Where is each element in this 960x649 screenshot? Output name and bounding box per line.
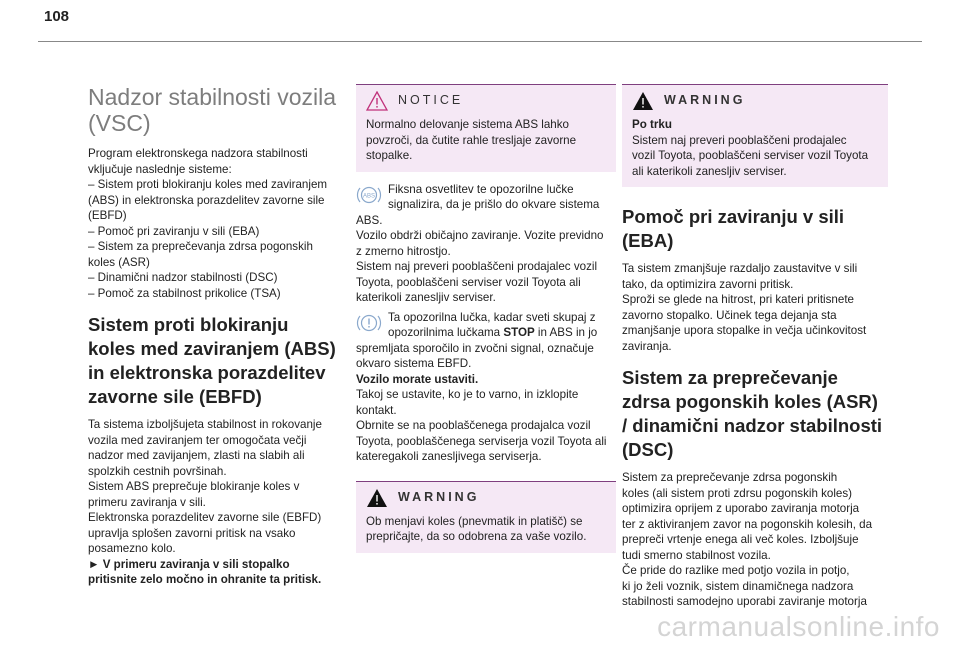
- brake-warning-paragraph: [356, 310, 616, 465]
- notice-box: [356, 84, 616, 172]
- section-title-vsc: Nadzor stabilnosti vozila (VSC): [88, 84, 337, 136]
- wheel-warning-body: Ob menjavi koles (pnevmatik in platišč) se prepričajte, da so odobrena za vaše vozilo.: [366, 514, 587, 543]
- collision-warning-box: [622, 84, 888, 187]
- collision-warning-strong: Po trku: [632, 118, 672, 131]
- notice-header: [356, 85, 616, 117]
- column-left: [88, 80, 340, 588]
- column-middle: [356, 84, 616, 563]
- abs-warning-text: Fiksna osvetlitev te opozorilne lučke signalizira, da je prišlo do okvare sistema ABS. Vozilo obdrži običajno zaviranje. Vozite previdno z zmerno hitrostjo. Sistem naj preveri pooblaščeni prodajalec vozil Toyota, pooblaščeni serviser vozil Toyota ali katerikoli zanesljiv serviser.: [356, 182, 604, 304]
- notice-title: NOTICE: [398, 93, 464, 108]
- abs-icon-label: ABS: [362, 193, 376, 199]
- warning-triangle-icon: [632, 91, 654, 111]
- collision-warning-header: [622, 85, 888, 117]
- brake-warning-tail: Takoj se ustavite, ko je to varno, in izklopite kontakt. Obrnite se na pooblaščenega prodajalca vozil Toyota, pooblaščenega serviserja vozil Toyota ali kateregakoli zanesljivega serviserja.: [356, 388, 607, 463]
- emergency-braking-instruction: ► V primeru zaviranja v sili stopalko pritisnite zelo močno in ohranite ta pritisk.: [88, 557, 322, 586]
- eba-body: Ta sistem zmanjšuje razdaljo zaustavitve v sili tako, da optimizira zavorni pritisk. Sproži se glede na hitrost, pri kateri pritisnete zavorno stopalko. Učinek tega dejanja sta zmanjšanje upora stopalke in večja učinkovitost zaviranja.: [622, 262, 867, 353]
- top-divider: [38, 41, 922, 42]
- brake-warning-light-icon: [356, 310, 382, 336]
- heading-abs-ebfd: Sistem proti blokiranju koles med zaviranjem (ABS) in elektronska porazdelitev zavorne sile (EBFD): [88, 314, 336, 407]
- abs-ebfd-body: Ta sistema izboljšujeta stabilnost in rokovanje vozila med zaviranjem ter omogočata večji nadzor med zavijanjem, zlasti na slabih ali spolzkih cestnih površinah. Sistem ABS preprečuje blokiranje koles v primeru zaviranja v sili. Elektronska porazdelitev zavorne sile (EBFD) upravlja splošen zavorni pritisk na vsako posamezno kolo.: [88, 418, 322, 555]
- collision-warning-title: WARNING: [664, 93, 746, 108]
- watermark-text: carmanualsonline.info: [657, 611, 940, 642]
- abs-warning-light-paragraph: [356, 182, 616, 306]
- wheel-warning-header: [356, 482, 616, 514]
- collision-warning-body: Sistem naj preveri pooblaščeni prodajalec vozil Toyota, pooblaščeni serviser vozil Toyota ali katerikoli zanesljiv serviser.: [632, 133, 869, 178]
- notice-triangle-icon: [366, 91, 388, 111]
- heading-eba: Pomoč pri zaviranju v sili (EBA): [622, 206, 845, 251]
- page-number: 108: [44, 8, 70, 25]
- must-stop-text: Vozilo morate ustaviti.: [356, 372, 479, 386]
- vsc-intro-text: Program elektronskega nadzora stabilnosti vključuje naslednje sisteme: – Sistem proti blokiranju koles med zaviranjem (ABS) in elektronska porazdelitev zavorne sile (EBFD) – Pomoč pri zaviranju v sili (EBA) – Sistem za preprečevanja zdrsa pogonskih koles (ASR) – Dinamični nadzor stabilnosti (DSC) – Pomoč za stabilnost prikolice (TSA): [88, 147, 328, 300]
- column-right: [622, 84, 888, 610]
- wheel-warning-title: WARNING: [398, 489, 480, 504]
- stop-label: STOP: [503, 326, 535, 339]
- abs-warning-light-icon: [356, 182, 382, 208]
- heading-asr-dsc: Sistem za preprečevanje zdrsa pogonskih koles (ASR) / dinamični nadzor stabilnosti (DSC): [622, 367, 883, 460]
- brake-warning-text-pre: Ta opozorilna lučka, kadar sveti skupaj z opozorilnima lučkama: [388, 310, 596, 339]
- asr-dsc-body: Sistem za preprečevanje zdrsa pogonskih koles (ali sistem proti zdrsu pogonskih koles) optimizira oprijem z uporabo zaviranja motorja ter z aktiviranjem zavor na pogonskih kolesih, da prepreči vrtenje enega ali več koles. Izboljšuje tudi smerno stabilnost vozila. Če pride do razlike med potjo vozila in potjo, ki jo želi voznik, sistem dinamičnega nadzora stabilnosti samodejno uporabi zaviranje motorja: [622, 471, 873, 608]
- warning-triangle-icon: [366, 488, 388, 508]
- brake-warning-text-post: in ABS in jo spremljata sporočilo in zvočni signal, označuje okvaro sistema EBFD.: [356, 326, 598, 370]
- notice-body: Normalno delovanje sistema ABS lahko povzroči, da čutite rahle tresljaje zavorne stopalke.: [366, 118, 577, 162]
- wheel-warning-box: [356, 481, 616, 553]
